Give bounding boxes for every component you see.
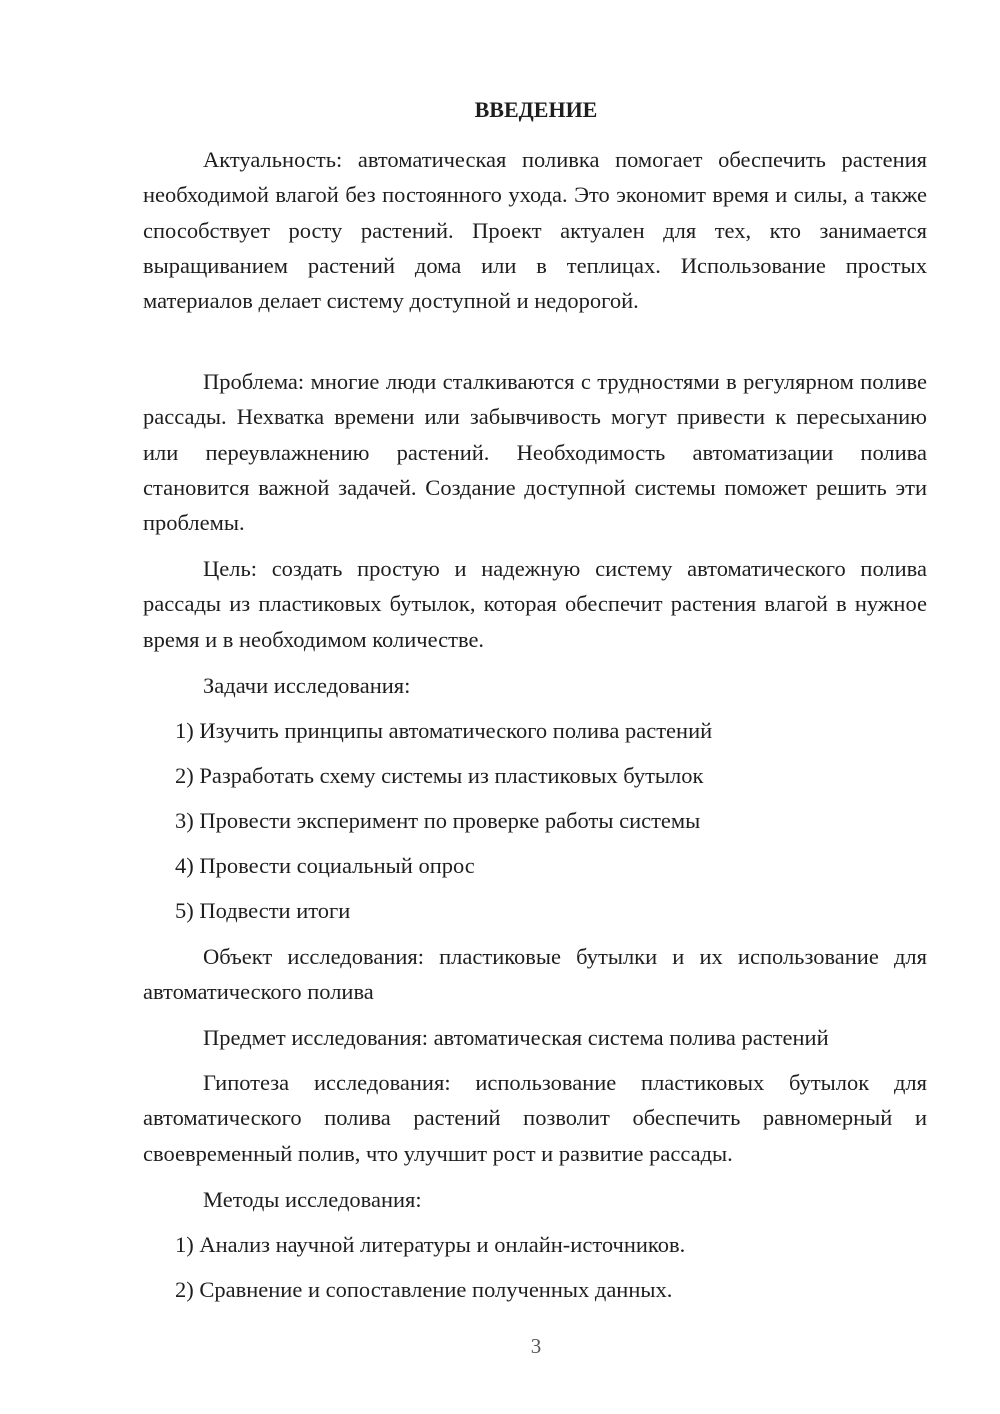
task-item: 4) Провести социальный опрос	[175, 853, 475, 878]
task-item: 3) Провести эксперимент по проверке работы системы	[175, 808, 701, 833]
hypothesis-text: Гипотеза исследования: использование пластиковых бутылок для автоматического полива растений позволит обеспечить равномерный и своевременный полив, что улучшит рост и развитие рассады.	[143, 1070, 927, 1166]
object-paragraph	[143, 939, 927, 1010]
method-item: 2) Сравнение и сопоставление полученных данных.	[175, 1277, 673, 1302]
object-text: Объект исследования: пластиковые бутылки и их использование для автоматического полива	[143, 944, 927, 1005]
methods-header: Методы исследования:	[203, 1187, 422, 1212]
problem-paragraph	[143, 364, 927, 540]
goal-paragraph	[143, 551, 927, 657]
page-number: 3	[530, 1334, 542, 1358]
page-title: ВВЕДЕНИЕ	[474, 97, 598, 122]
task-item: 2) Разработать схему системы из пластиковых бутылок	[175, 763, 704, 788]
problem-text: Проблема: многие люди сталкиваются с трудностями в регулярном поливе рассады. Нехватка времени или забывчивость могут привести к пересыханию или переувлажнению растений. Необходимость автоматизации полива становится важной задачей. Создание доступной системы поможет решить эти проблемы.	[143, 369, 927, 536]
hypothesis-paragraph	[143, 1065, 927, 1171]
task-item: 5) Подвести итоги	[175, 898, 351, 923]
goal-text: Цель: создать простую и надежную систему автоматического полива рассады из пластиковых бутылок, которая обеспечит растения влагой в нужное время и в необходимом количестве.	[143, 556, 927, 652]
method-item: 1) Анализ научной литературы и онлайн-источников.	[175, 1232, 686, 1257]
task-item: 1) Изучить принципы автоматического полива растений	[175, 718, 713, 743]
relevance-text: Актуальность: автоматическая поливка помогает обеспечить растения необходимой влагой без постоянного ухода. Это экономит время и силы, а также способствует росту растений. Проект актуален для тех, кто занимается выращиванием растений дома или в теплицах. Использование простых материалов делает систему доступной и недорогой.	[143, 147, 927, 314]
subject-line: Предмет исследования: автоматическая система полива растений	[203, 1025, 829, 1050]
relevance-paragraph	[143, 142, 927, 318]
tasks-header: Задачи исследования:	[203, 673, 411, 698]
